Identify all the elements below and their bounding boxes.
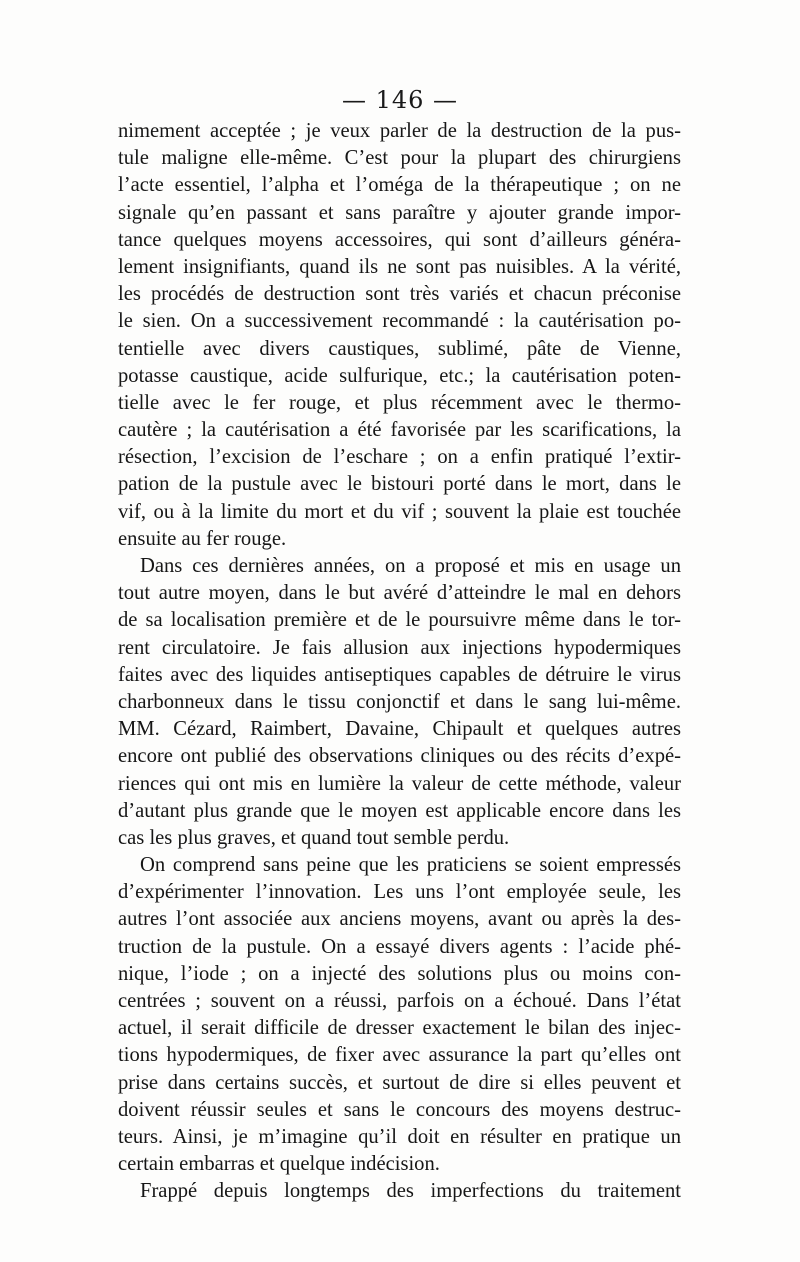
text-line: d’expérimenter l’innovation. Les uns l’ont employée seule, les (118, 881, 681, 904)
text-line: tentielle avec divers caustiques, sublimé, pâte de Vienne, (118, 337, 681, 360)
text-line: tions hypodermiques, de fixer avec assurance la part qu’elles ont (118, 1044, 681, 1067)
text-line: nimement acceptée ; je veux parler de la destruction de la pus- (118, 120, 681, 142)
text-line: tielle avec le fer rouge, et plus récemment avec le thermo- (118, 391, 681, 414)
text-line: pation de la pustule avec le bistouri porté dans le mort, dans le (118, 473, 681, 496)
text-line: cautère ; la cautérisation a été favorisée par les scarifications, la (118, 419, 681, 442)
text-line: autres l’ont associée aux anciens moyens, avant ou après la des- (118, 908, 681, 931)
text-line: lement insignifiants, quand ils ne sont pas nuisibles. A la vérité, (118, 255, 681, 278)
text-line: potasse caustique, acide sulfurique, etc.; la cautérisation poten- (118, 364, 681, 387)
text-line: signale qu’en passant et sans paraître y ajouter grande impor- (118, 201, 681, 224)
page-number-header: — 146 — (341, 86, 459, 114)
text-line: encore ont publié des observations cliniques ou des récits d’expé- (118, 745, 681, 768)
text-line: faites avec des liquides antiseptiques capables de détruire le virus (118, 663, 681, 686)
text-line: prise dans certains succès, et surtout de dire si elles peuvent et (118, 1071, 681, 1094)
text-line: vif, ou à la limite du mort et du vif ; souvent la plaie est touchée (118, 500, 681, 523)
body-text (118, 118, 681, 1206)
paragraph-start-line: Dans ces dernières années, on a proposé et mis en usage un (140, 555, 681, 577)
text-line: charbonneux dans le tissu conjonctif et dans le sang lui-même. (118, 690, 681, 713)
text-line: tout autre moyen, dans le but avéré d’atteindre le mal en dehors (118, 582, 681, 605)
text-line: cas les plus graves, et quand tout semble perdu. (118, 826, 510, 849)
text-line: résection, l’excision de l’eschare ; on a enfin pratiqué l’extir- (118, 446, 681, 469)
text-line: truction de la pustule. On a essayé divers agents : l’acide phé- (118, 935, 681, 958)
text-line: le sien. On a successivement recommandé : la cautérisation po- (118, 310, 681, 333)
text-line: de sa localisation première et de le poursuivre même dans le tor- (118, 609, 681, 632)
text-line: d’autant plus grande que le moyen est applicable encore dans les (118, 799, 681, 822)
text-line: MM. Cézard, Raimbert, Davaine, Chipault et quelques autres (118, 718, 681, 741)
text-line: nique, l’iode ; on a injecté des solutions plus ou moins con- (118, 962, 681, 985)
text-line: riences qui ont mis en lumière la valeur de cette méthode, valeur (118, 772, 681, 795)
text-line: tance quelques moyens accessoires, qui sont d’ailleurs généra- (118, 228, 681, 251)
text-line: les procédés de destruction sont très variés et chacun préconise (118, 283, 681, 306)
text-line: actuel, il serait difficile de dresser exactement le bilan des injec- (118, 1017, 681, 1040)
text-line: tule maligne elle-même. C’est pour la plupart des chirurgiens (118, 147, 681, 170)
text-line: l’acte essentiel, l’alpha et l’oméga de la thérapeutique ; on ne (118, 174, 681, 197)
text-line: certain embarras et quelque indécision. (118, 1153, 440, 1176)
paragraph-start-line: On comprend sans peine que les praticiens se soient empressés (140, 854, 681, 877)
text-line: ensuite au fer rouge. (118, 527, 287, 550)
text-line: centrées ; souvent on a réussi, parfois on a échoué. Dans l’état (118, 990, 681, 1012)
text-line: teurs. Ainsi, je m’imagine qu’il doit en résulter en pratique un (118, 1125, 681, 1148)
paragraph-start-line: Frappé depuis longtemps des imperfections du traitement (140, 1180, 681, 1203)
text-line: doivent réussir seules et sans le concours des moyens destruc- (118, 1098, 681, 1121)
text-line: rent circulatoire. Je fais allusion aux injections hypodermiques (118, 636, 681, 659)
